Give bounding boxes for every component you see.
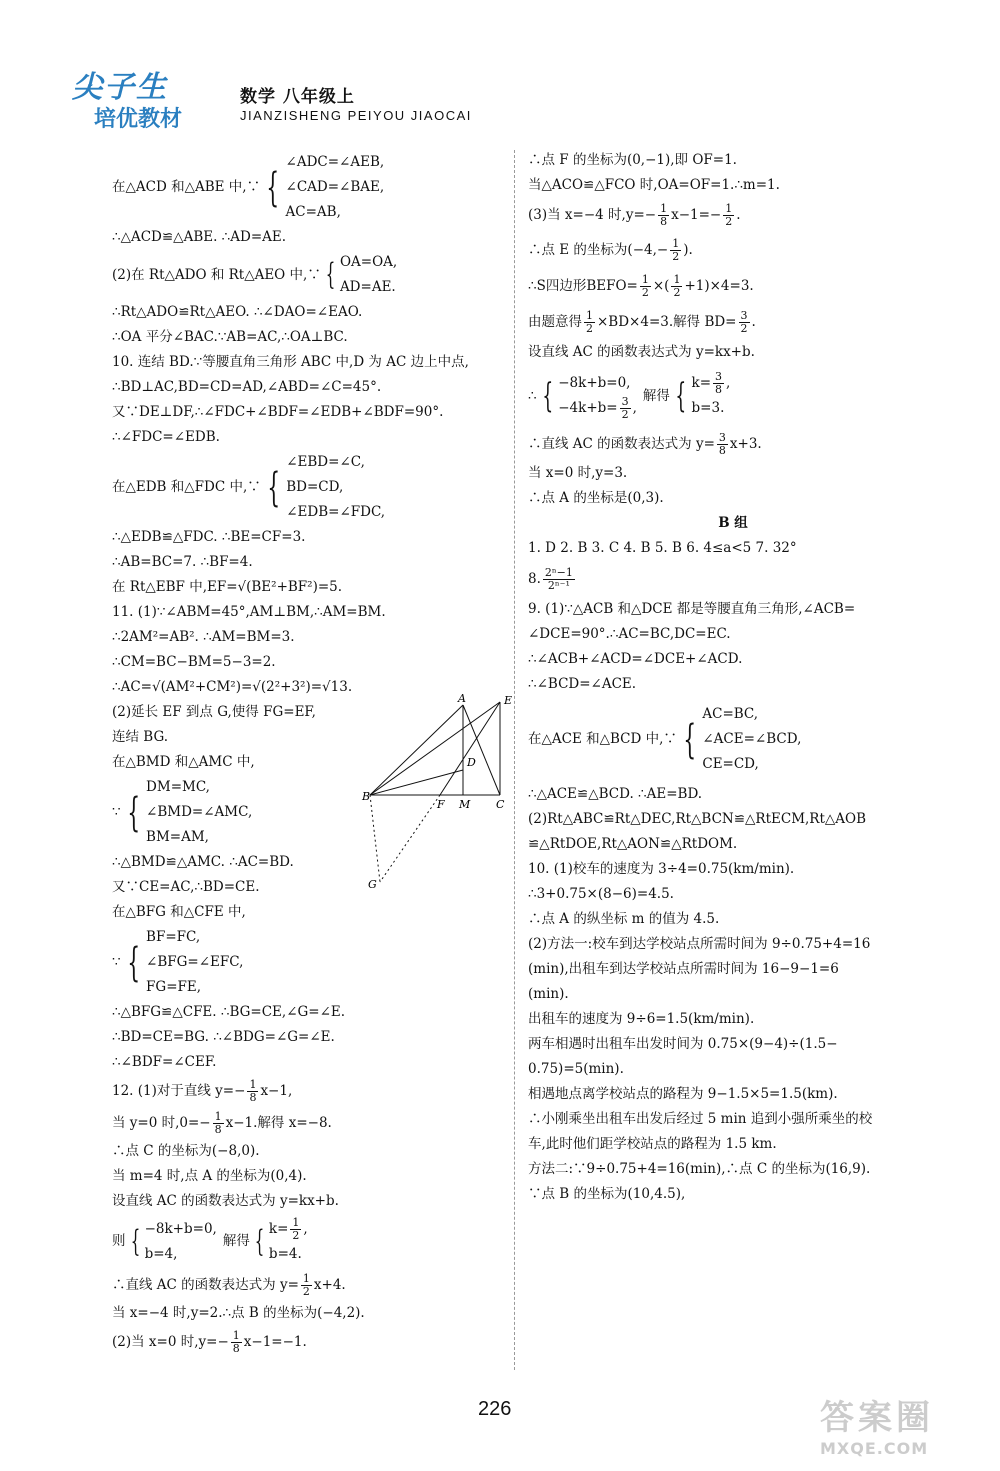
text-line: ∴直线 AC 的函数表达式为 y= $\frac{1}{2}$ x+4. bbox=[112, 1272, 346, 1298]
text-line: DM=MC, bbox=[146, 779, 210, 795]
text-line: 1. D 2. B 3. C 4. B 5. B 6. 4≤a<5 7. 32° bbox=[528, 540, 797, 556]
text-line: (2)在 Rt△ADO 和 Rt△AEO 中,∵ bbox=[112, 266, 321, 283]
equation-system: ∴ { −8k+b=0, −4k+b= $\frac{3}{2}$ , 解得 { k= $\frac{3}{8}$ , b=3. bbox=[528, 370, 731, 421]
text-line: 又∵CE=AC,∴BD=CE. bbox=[112, 879, 260, 895]
publisher-logo bbox=[72, 62, 222, 132]
text-line: 10. 连结 BD.∵等腰直角三角形 ABC 中,D 为 AC 边上中点, bbox=[112, 354, 469, 370]
point-label: D bbox=[467, 756, 476, 769]
text-line: 10. (1)校车的速度为 3÷4=0.75(km/min). bbox=[528, 861, 795, 877]
text-line: 在△ACD 和△ABE 中,∵ bbox=[112, 179, 261, 195]
watermark-line1: 答案圈 bbox=[820, 1398, 934, 1438]
equation-system: 在△ACD 和△ABE 中,∵ { ∠ADC=∠AEB, ∠CAD=∠BAE, AC=AB, bbox=[112, 150, 507, 225]
book-subtitle: JIANZISHENG PEIYOU JIAOCAI bbox=[240, 108, 472, 123]
text-line: 连结 BG. bbox=[112, 729, 169, 745]
text-line: 由题意得 $\frac{1}{2}$ ×BD×4=3.解得 BD= $\frac{3}{2}$ . bbox=[528, 309, 756, 335]
text-line: ∴3+0.75×(8−6)=4.5. bbox=[528, 886, 674, 902]
text-line: ∴CM=BC−BM=5−3=2. bbox=[112, 654, 276, 670]
text-line: ∠BFG=∠EFC, bbox=[146, 954, 244, 970]
text-line: ∴△ACD≌△ABE. ∴AD=AE. bbox=[112, 229, 287, 245]
text-line: ∴△BMD≌△AMC. ∴AC=BD. bbox=[112, 854, 294, 870]
text-line: ∴BD⊥AC,BD=CD=AD,∠ABD=∠C=45°. bbox=[112, 379, 382, 395]
text-line: ∵ bbox=[112, 954, 121, 970]
text-line: ∴小刚乘坐出租车出发后经过 5 min 追到小强所乘坐的校 bbox=[528, 1111, 873, 1127]
logo-line1: 尖子生 bbox=[72, 70, 168, 105]
text-line: (2)当 x=0 时,y=− $\frac{1}{8}$ x−1=−1. bbox=[112, 1329, 307, 1355]
equation-system: ∵ { DM=MC, ∠BMD=∠AMC, BM=AM, bbox=[112, 775, 507, 850]
text-line: ∴点 F 的坐标为(0,−1),即 OF=1. bbox=[528, 152, 737, 168]
text-line: 8. $\frac{\text{2ⁿ−1}}{\text{2ⁿ⁻¹}}$ bbox=[528, 566, 573, 592]
text-line: 两车相遇时出租车出发时间为 0.75×(9−4)÷(1.5− bbox=[528, 1036, 838, 1052]
text-line: 在△BFG 和△CFE 中, bbox=[112, 904, 246, 920]
text-line: 当 m=4 时,点 A 的坐标为(0,4). bbox=[112, 1168, 307, 1184]
book-title: 数学 八年级上 bbox=[240, 87, 355, 107]
text-line: (min). bbox=[528, 986, 569, 1002]
point-label: M bbox=[459, 798, 471, 811]
logo-line2: 培优教材 bbox=[94, 107, 183, 132]
text-line: ∴△BFG≌△CFE. ∴BG=CE,∠G=∠E. bbox=[112, 1004, 346, 1020]
text-line: BD=CD, bbox=[286, 479, 344, 495]
text-line: 设直线 AC 的函数表达式为 y=kx+b. bbox=[528, 344, 755, 360]
equation-system: 在△ACE 和△BCD 中,∵ { AC=BC, ∠ACE=∠BCD, CE=CD, bbox=[528, 706, 802, 772]
text-line: ∴点 A 的坐标是(0,3). bbox=[528, 490, 664, 506]
text-line: ∵点 B 的坐标为(10,4.5), bbox=[528, 1186, 686, 1202]
point-label: C bbox=[496, 798, 505, 811]
geometry-figure bbox=[360, 690, 520, 890]
text-line: ∴BD=CE=BG. ∴∠BDG=∠G=∠E. bbox=[112, 1029, 335, 1045]
text-line: 当△ACO≌△FCO 时,OA=OF=1.∴m=1. bbox=[528, 177, 780, 193]
text-line: ∠EBD=∠C, bbox=[286, 454, 365, 470]
text-line: ∴直线 AC 的函数表达式为 y= $\frac{3}{8}$ x+3. bbox=[528, 431, 762, 457]
text-line: (min),出租车到达学校站点所需时间为 16−9−1=6 bbox=[528, 961, 839, 977]
text-line: ≌△RtDOE,Rt△AON≌△RtDOM. bbox=[528, 836, 738, 852]
point-label: E bbox=[504, 694, 513, 707]
text-line: 当 x=0 时,y=3. bbox=[528, 465, 628, 481]
text-line: ∴△ACE≌△BCD. ∴AE=BD. bbox=[528, 786, 703, 802]
text-line: 11. (1)∵∠ABM=45°,AM⊥BM,∴AM=BM. bbox=[112, 604, 386, 620]
text-line: 相遇地点离学校站点的路程为 9−1.5×5=1.5(km). bbox=[528, 1086, 838, 1102]
text-line: 车,此时他们距学校站点的路程为 1.5 km. bbox=[528, 1136, 777, 1152]
text-line: 12. (1)对于直线 y=− $\frac{1}{8}$ x−1, bbox=[112, 1078, 293, 1104]
text-line: ∴∠FDC=∠EDB. bbox=[112, 429, 220, 445]
text-line: (2)方法一:校车到达学校站点所需时间为 9÷0.75+4=16 bbox=[528, 936, 871, 952]
watermark bbox=[820, 1390, 990, 1465]
text-line: BF=FC, bbox=[146, 929, 201, 945]
text-line: ∴∠ACB+∠ACD=∠DCE+∠ACD. bbox=[528, 651, 743, 667]
text-line: ∠CAD=∠BAE, bbox=[285, 179, 385, 195]
equation-system: ∵ { BF=FC, ∠BFG=∠EFC, FG=FE, bbox=[112, 925, 507, 1000]
text-line: 在△BMD 和△AMC 中, bbox=[112, 754, 255, 770]
point-label: B bbox=[362, 790, 371, 803]
right-column bbox=[528, 148, 938, 1207]
equation-system: 则 { −8k+b=0, b=4, 解得 { k= $\frac{1}{2}$ , b=4. bbox=[112, 1215, 308, 1262]
section-heading: B 组 bbox=[718, 515, 748, 531]
text-line: 当 x=−4 时,y=2.∴点 B 的坐标为(−4,2). bbox=[112, 1305, 365, 1321]
text-line: AD=AE. bbox=[339, 279, 396, 295]
text-line: BM=AM, bbox=[146, 829, 209, 845]
text-line: (2)Rt△ABC≌Rt△DEC,Rt△BCN≌△RtECM,Rt△AOB bbox=[528, 811, 867, 827]
text-line: 在 Rt△EBF 中,EF=√(BE²+BF²)=5. bbox=[112, 579, 343, 595]
text-line: ∠DCE=90°.∴AC=BC,DC=EC. bbox=[528, 626, 731, 642]
text-line: 设直线 AC 的函数表达式为 y=kx+b. bbox=[112, 1193, 339, 1209]
text-line: AC=AB, bbox=[285, 204, 341, 220]
equation-system: (2)在 Rt△ADO 和 Rt△AEO 中,∵ { OA=OA, AD=AE. bbox=[112, 250, 507, 300]
text-line: ∠EDB=∠FDC, bbox=[286, 504, 386, 520]
text-line: ∵ bbox=[112, 804, 121, 820]
text-line: ∴∠BCD=∠ACE. bbox=[528, 676, 637, 692]
text-line: 出租车的速度为 9÷6=1.5(km/min). bbox=[528, 1011, 755, 1027]
text-line: ∠ADC=∠AEB, bbox=[285, 154, 385, 170]
point-label: A bbox=[458, 692, 466, 705]
text-line: ∴△EDB≌△FDC. ∴BE=CF=3. bbox=[112, 529, 306, 545]
text-line: 当 y=0 时,0=− $\frac{1}{8}$ x−1.解得 x=−8. bbox=[112, 1110, 332, 1136]
text-line: ∴Rt△ADO≌Rt△AEO. ∴∠DAO=∠EAO. bbox=[112, 304, 363, 320]
equation-system: 在△EDB 和△FDC 中,∵ { ∠EBD=∠C, BD=CD, ∠EDB=∠FDC, bbox=[112, 450, 507, 525]
text-line: (3)当 x=−4 时,y=− $\frac{1}{8}$ x−1=− $\frac{1}{2}$ . bbox=[528, 202, 741, 228]
text-line: ∴点 C 的坐标为(−8,0). bbox=[112, 1143, 260, 1159]
text-line: 在△EDB 和△FDC 中,∵ bbox=[112, 479, 261, 495]
text-line: (2)延长 EF 到点 G,使得 FG=EF, bbox=[112, 704, 316, 720]
text-line: ∴∠BDF=∠CEF. bbox=[112, 1054, 217, 1070]
text-line: FG=FE, bbox=[146, 979, 202, 995]
watermark-line2: MXQE.COM bbox=[820, 1439, 929, 1458]
text-line: 9. (1)∵△ACB 和△DCE 都是等腰直角三角形,∠ACB= bbox=[528, 601, 856, 617]
text-line: ∴AB=BC=7. ∴BF=4. bbox=[112, 554, 253, 570]
text-line: ∴点 E 的坐标为(−4,− $\frac{1}{2}$ ). bbox=[528, 237, 693, 263]
text-line: ∴点 A 的纵坐标 m 的值为 4.5. bbox=[528, 911, 720, 927]
page-number: 226 bbox=[478, 1398, 512, 1420]
text-line: OA=OA, bbox=[339, 254, 398, 270]
text-line: ∠BMD=∠AMC, bbox=[146, 804, 253, 820]
text-line: ∴S四边形BEFO= $\frac{1}{2}$ ×( $\frac{1}{2}$ +1)×4=3. bbox=[528, 273, 754, 299]
text-line: 0.75)=5(min). bbox=[528, 1061, 624, 1077]
text-line: ∴OA 平分∠BAC.∵AB=AC,∴OA⊥BC. bbox=[112, 329, 348, 345]
text-line: 又∵DE⊥DF,∴∠FDC+∠BDF=∠EDB+∠BDF=90°. bbox=[112, 404, 444, 420]
text-line: ∴AC=√(AM²+CM²)=√(2²+3²)=√13. bbox=[112, 679, 353, 695]
point-label: G bbox=[368, 878, 377, 890]
text-line: ∴2AM²=AB². ∴AM=BM=3. bbox=[112, 629, 295, 645]
point-label: F bbox=[437, 798, 445, 811]
text-line: 方法二:∵9÷0.75+4=16(min),∴点 C 的坐标为(16,9). bbox=[528, 1161, 871, 1177]
